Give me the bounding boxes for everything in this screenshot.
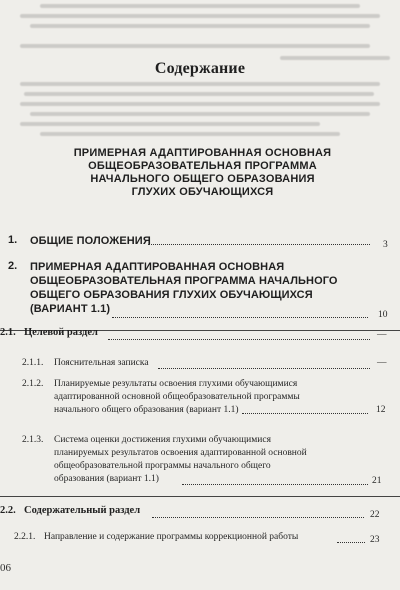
dot-leader [182,484,368,485]
dot-leader [108,339,370,340]
dot-leader [242,413,368,414]
toc-entry-title: Пояснительная записка [54,358,149,368]
toc-entry-title: Целевой раздел [24,327,98,338]
page-number: 06 [0,562,11,574]
toc-entry-page: 22 [370,510,380,520]
toc-entry-page: 21 [372,476,382,486]
subtitle-line: НАЧАЛЬНОГО ОБЩЕГО ОБРАЗОВАНИЯ [90,173,315,185]
toc-entry-page: — [377,330,387,340]
toc-title-line: образования (вариант 1.1) [54,474,159,484]
toc-title-line: ОБЩЕОБРАЗОВАТЕЛЬНАЯ ПРОГРАММА НАЧАЛЬНОГО [30,275,338,287]
dot-leader [112,317,368,318]
dot-leader [158,368,370,369]
toc-title-line: адаптированной основной общеобразовательной программы [54,392,300,402]
toc-title-line: Система оценки достижения глухими обучающимися [54,435,271,445]
toc-entry-title: Содержательный раздел [24,505,141,516]
toc-entry-title: Направление и содержание программы коррекционной работы [44,532,299,542]
toc-entry-title [54,434,374,486]
dot-leader [148,244,370,245]
toc-entry-page: 3 [383,240,388,250]
toc-entry-title: ОБЩИЕ ПОЛОЖЕНИЯ [30,235,151,247]
toc-entry-page: 10 [378,310,388,320]
dot-leader [337,542,365,543]
program-subtitle [70,147,335,199]
toc-title-line: ОБЩЕГО ОБРАЗОВАНИЯ ГЛУХИХ ОБУЧАЮЩИХСЯ [30,289,313,301]
toc-entry-page: 12 [376,405,386,415]
toc-title-line: начального общего образования (вариант 1.1) [54,405,239,415]
toc-title-line: Планируемые результаты освоения глухими обучающимися [54,379,298,389]
toc-entry-title [30,260,338,316]
toc-entry-number: 2.1.1. [22,358,44,368]
dot-leader [152,517,364,518]
toc-entry-number: 2.1.2. [22,379,44,389]
toc-entry-number: 1. [8,234,18,246]
toc-title-line: ПРИМЕРНАЯ АДАПТИРОВАННАЯ ОСНОВНАЯ [30,261,285,273]
toc-entry-page: 23 [370,535,380,545]
subtitle-line: ПРИМЕРНАЯ АДАПТИРОВАННАЯ ОСНОВНАЯ [73,147,332,159]
toc-title-line: (ВАРИАНТ 1.1) [30,303,111,315]
toc-title-line: планируемых результатов освоения адаптированной основной [54,448,307,458]
toc-entry-page: — [377,358,387,368]
subtitle-line: ОБЩЕОБРАЗОВАТЕЛЬНАЯ ПРОГРАММА [88,160,317,172]
page-title: Содержание [154,60,246,77]
toc-entry-number: 2. [8,260,18,272]
toc-entry-number: 2.1.3. [22,435,44,445]
toc-entry-number: 2.2.1. [14,532,36,542]
toc-entry-number: 2.1. [0,327,16,338]
subtitle-line: ГЛУХИХ ОБУЧАЮЩИХСЯ [131,186,274,198]
toc-entry-number: 2.2. [0,505,16,516]
toc-entry-title [54,378,374,417]
section-divider [0,496,400,497]
toc-title-line: общеобразовательной программы начального общего [54,461,271,471]
